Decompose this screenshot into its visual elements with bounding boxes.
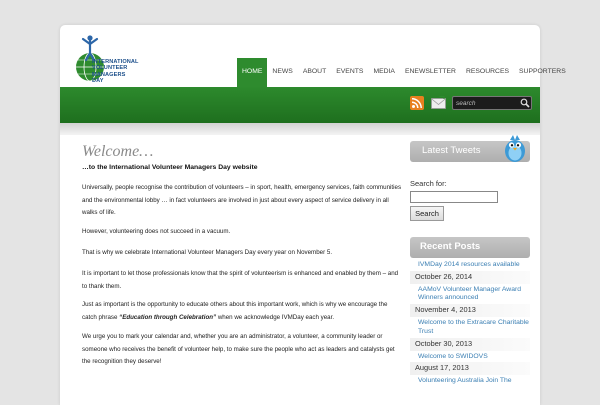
paragraph-5 bbox=[82, 299, 402, 324]
post-date-3: October 30, 2013 bbox=[410, 338, 530, 351]
sidebar-search-button[interactable]: Search bbox=[410, 206, 444, 221]
nav-item-home[interactable]: HOME bbox=[237, 58, 267, 90]
main-nav bbox=[237, 58, 571, 90]
sidebar-search-label: Search for: bbox=[410, 179, 447, 188]
paragraph-2: However, volunteering does not succeed in a vacuum. bbox=[82, 228, 231, 235]
post-link-2[interactable]: AAMoV Volunteer Manager Award Winners announced bbox=[418, 285, 522, 302]
page-container bbox=[60, 25, 566, 405]
post-link-3[interactable]: Welcome to the Extracare Charitable Trust bbox=[418, 319, 529, 335]
post-link-5[interactable]: Volunteering Australia Join The bbox=[418, 377, 512, 385]
page-title: Welcome… bbox=[82, 143, 154, 160]
header-search-input[interactable] bbox=[456, 98, 518, 108]
logo-line-3: MANAGERS bbox=[92, 71, 126, 78]
paragraph-3: That is why we celebrate International Volunteer Managers Day every year on November 5. bbox=[82, 249, 333, 256]
header-shadow-bar bbox=[60, 123, 540, 135]
nav-item-supporters[interactable]: SUPPORTERS bbox=[519, 68, 566, 75]
nav-item-news[interactable]: NEWS bbox=[272, 68, 293, 75]
sidebar-search-input[interactable] bbox=[410, 191, 498, 203]
header-search bbox=[452, 96, 532, 110]
post-date-2: November 4, 2013 bbox=[410, 304, 530, 317]
site-logo[interactable] bbox=[74, 33, 154, 84]
twitter-bird-icon[interactable] bbox=[502, 133, 528, 163]
nav-item-enewsletter[interactable]: ENEWSLETTER bbox=[404, 68, 456, 75]
post-date-1: October 26, 2014 bbox=[410, 271, 530, 284]
paragraph-1: Universally, people recognise the contribution of volunteers – in sport, health, emergency services, faith communities and the environmental lobby … in fact volunteers are involved in just about every aspect of service delivery in all walks of life. bbox=[82, 184, 402, 217]
nav-item-resources[interactable]: RESOURCES bbox=[465, 68, 510, 75]
catch-phrase: “Education through Celebration” bbox=[119, 313, 217, 321]
logo-wordmark bbox=[92, 59, 164, 84]
recent-posts-header bbox=[410, 237, 530, 258]
recent-posts-list bbox=[410, 261, 530, 387]
paragraph-5-end: when we acknowledge IVMDay each year. bbox=[216, 313, 335, 321]
page-subtitle: …to the International Volunteer Managers Day website bbox=[82, 164, 258, 171]
nav-item-media[interactable]: MEDIA bbox=[373, 68, 395, 75]
magnifier-icon[interactable] bbox=[520, 98, 530, 108]
paragraph-6: We urge you to mark your calendar and, whether you are an administrator, a volunteer, a community leader or someone who receives the benefit of volunteer help, to make sure the people who act as leaders and catalysts get the recognition they deserve! bbox=[82, 333, 395, 366]
recent-posts-heading: Recent Posts bbox=[420, 241, 481, 252]
post-link-1[interactable]: IVMDay 2014 resources available bbox=[418, 261, 520, 268]
nav-item-about[interactable]: ABOUT bbox=[302, 68, 327, 75]
paragraph-4: It is important to let those professionals know that the spirit of volunteerism is enhanced and enabled by them – and to thank them. bbox=[82, 270, 399, 290]
nav-item-events[interactable]: EVENTS bbox=[336, 68, 364, 75]
mail-icon[interactable] bbox=[431, 96, 446, 110]
logo-line-2: VOLUNTEER bbox=[92, 65, 128, 72]
rss-icon[interactable] bbox=[410, 96, 424, 110]
post-date-4: August 17, 2013 bbox=[410, 362, 530, 375]
logo-line-4: DAY bbox=[92, 77, 104, 84]
logo-line-1: INTERNATIONAL bbox=[92, 59, 139, 65]
paragraph-5-start: Just as important is the opportunity to educate others about this important work, which is why we encourage the catch phrase bbox=[82, 301, 388, 321]
post-link-4[interactable]: Welcome to SWIDOVS bbox=[418, 352, 488, 360]
latest-tweets-heading: Latest Tweets bbox=[422, 145, 481, 156]
